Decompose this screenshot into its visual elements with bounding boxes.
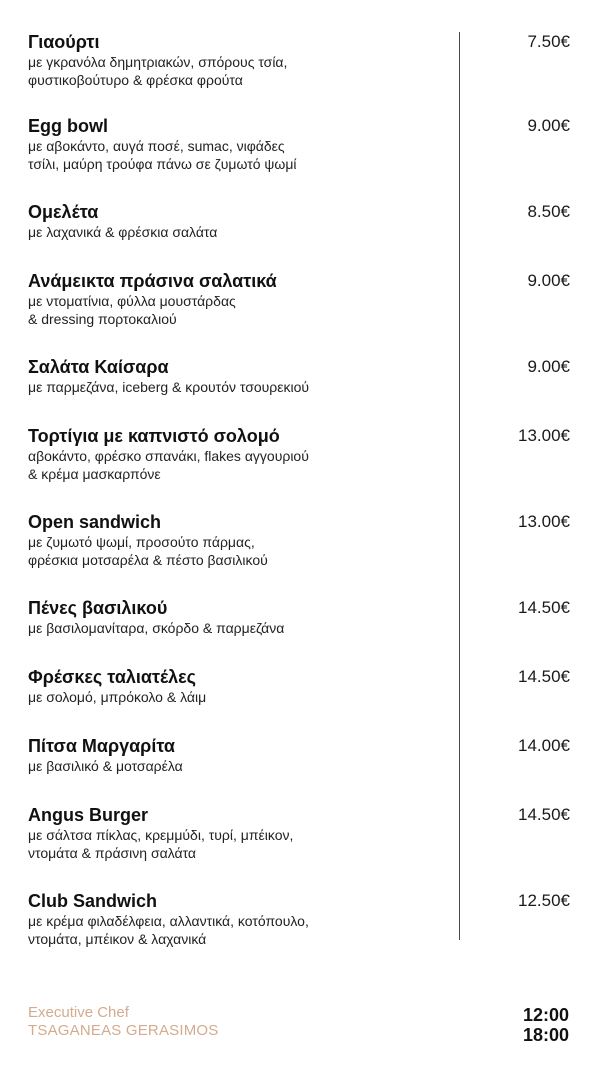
item-description-line: με ντοματίνια, φύλλα μουστάρδας bbox=[28, 293, 236, 309]
item-description bbox=[28, 912, 309, 948]
item-description-line: φρέσκια μοτσαρέλα & πέστο βασιλικού bbox=[28, 552, 268, 568]
item-price: 7.50€ bbox=[527, 32, 570, 51]
item-name: Φρέσκες ταλιατέλες bbox=[28, 667, 197, 687]
item-price: 14.00€ bbox=[518, 736, 570, 755]
item-description bbox=[28, 223, 217, 241]
item-name: Τορτίγια με καπνιστό σολομό bbox=[28, 426, 280, 446]
item-description-line: & dressing πορτοκαλιού bbox=[28, 311, 177, 327]
chef-title: Executive Chef bbox=[28, 1004, 129, 1021]
item-description-line: με κρέμα φιλαδέλφεια, αλλαντικά, κοτόπουλο, bbox=[28, 913, 309, 929]
item-description bbox=[28, 292, 236, 328]
item-description-line: με παρμεζάνα, iceberg & κρουτόν τσουρεκιού bbox=[28, 379, 310, 395]
item-price: 8.50€ bbox=[527, 202, 570, 221]
item-description-line: φυστικοβούτυρο & φρέσκα φρούτα bbox=[28, 72, 243, 88]
item-name: Angus Burger bbox=[28, 805, 149, 825]
item-description-line: ντομάτα & πράσινη σαλάτα bbox=[28, 845, 197, 861]
item-name: Σαλάτα Καίσαρα bbox=[28, 357, 169, 377]
item-price: 9.00€ bbox=[527, 271, 570, 290]
opening-hours bbox=[523, 1005, 569, 1045]
item-description-line: με ζυμωτό ψωμί, προσούτο πάρμας, bbox=[28, 534, 255, 550]
item-description bbox=[28, 757, 183, 775]
item-price: 14.50€ bbox=[518, 598, 570, 617]
item-description-line: & κρέμα μασκαρπόνε bbox=[28, 466, 161, 482]
hours-open: 12:00 bbox=[522, 1005, 569, 1025]
item-description bbox=[28, 53, 287, 89]
hours-close: 18:00 bbox=[522, 1025, 569, 1045]
item-description-line: με αβοκάντο, αυγά ποσέ, sumac, νιφάδες bbox=[28, 138, 285, 154]
item-price: 14.50€ bbox=[518, 667, 570, 686]
item-description bbox=[28, 826, 293, 862]
column-divider bbox=[459, 32, 460, 940]
item-name: Club Sandwich bbox=[28, 891, 158, 911]
item-name: Πένες βασιλικού bbox=[28, 598, 168, 618]
item-description bbox=[28, 533, 268, 569]
item-price: 9.00€ bbox=[527, 116, 570, 135]
item-description-line: με βασιλικό & μοτσαρέλα bbox=[28, 758, 183, 774]
item-name: Ομελέτα bbox=[28, 202, 99, 222]
item-description bbox=[28, 688, 206, 706]
chef-name: TSAGANEAS GERASIMOS bbox=[28, 1022, 219, 1039]
item-price: 14.50€ bbox=[518, 805, 570, 824]
item-price: 9.00€ bbox=[527, 357, 570, 376]
item-name: Open sandwich bbox=[28, 512, 162, 532]
item-description-line: με σάλτσα πίκλας, κρεμμύδι, τυρί, μπέικον, bbox=[28, 827, 294, 843]
item-name: Πίτσα Μαργαρίτα bbox=[28, 736, 175, 756]
item-description-line: με βασιλομανίταρα, σκόρδο & παρμεζάνα bbox=[28, 620, 285, 636]
item-description bbox=[28, 447, 309, 483]
item-description-line: με σολομό, μπρόκολο & λάιμ bbox=[28, 689, 207, 705]
chef-credit bbox=[28, 1004, 219, 1040]
item-name: Egg bowl bbox=[28, 116, 108, 136]
item-description-line: ντομάτα, μπέικον & λαχανικά bbox=[28, 931, 207, 947]
item-name: Γιαούρτι bbox=[28, 32, 100, 52]
item-description-line: αβοκάντο, φρέσκο σπανάκι, flakes αγγουριού bbox=[28, 448, 309, 464]
item-description bbox=[28, 378, 309, 396]
item-description-line: με λαχανικά & φρέσκια σαλάτα bbox=[28, 224, 218, 240]
item-price: 13.00€ bbox=[518, 512, 570, 531]
item-description bbox=[28, 137, 297, 173]
item-price: 13.00€ bbox=[518, 426, 570, 445]
item-description-line: με γκρανόλα δημητριακών, σπόρους τσία, bbox=[28, 54, 288, 70]
item-description-line: τσίλι, μαύρη τρούφα πάνω σε ζυμωτό ψωμί bbox=[28, 156, 297, 172]
item-name: Ανάμεικτα πράσινα σαλατικά bbox=[28, 271, 277, 291]
item-description bbox=[28, 619, 284, 637]
item-price: 12.50€ bbox=[518, 891, 570, 910]
